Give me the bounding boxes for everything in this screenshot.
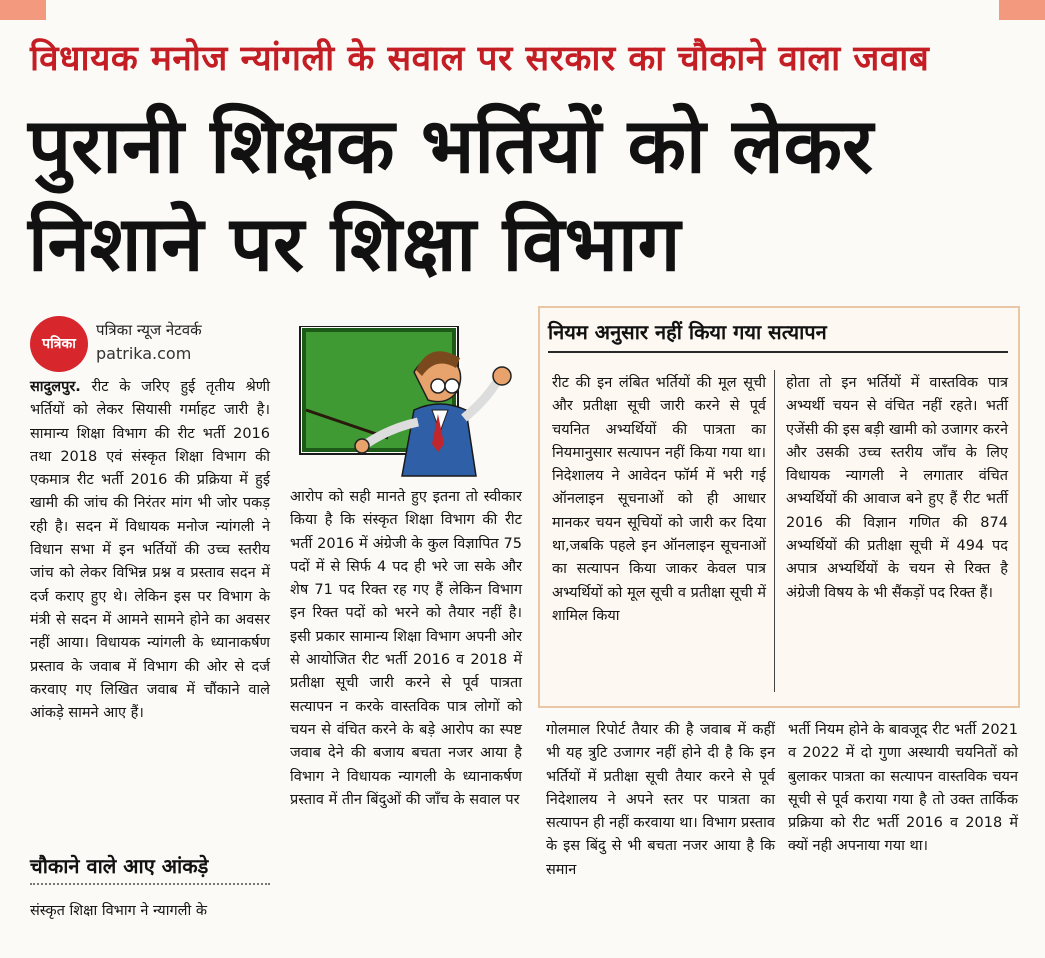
byline-network: पत्रिका न्यूज नेटवर्क [96,321,202,339]
subheading: चौकाने वाले आए आंकड़े [30,852,270,885]
corner-ribbon-left [0,0,46,20]
sidebar-box-column-1: रीट की इन लंबित भर्तियों की मूल सूची और प्रतीक्षा सूची जारी करने से पूर्व चयनित अभ्यर्थियों की पात्रता का नियमानुसार सत्यापन नहीं किया गया था। निदेशालय ने आवेदन फॉर्म में भरी गई ऑनलाइन सूचनाओं को ही आधार मानकर चयन सूचियों को जारी कर दिया था,जबकि पहले इन ऑनलाइन सूचनाओं का सत्यापन किया जाकर केवल पात्र अभ्यर्थियों को मूल सूची व प्रतीक्षा सूची में शामिल किया [552,375,766,624]
article-column-3: गोलमाल रिपोर्ट तैयार की है जवाब में कहीं भी यह त्रुटि उजागर नहीं होने दी है कि इन भर्तियों में प्रतीक्षा सूची तैयार करने से पूर्व निदेशालय ने अपने स्तर पर पात्रता का सत्यापन ही नहीं करवाया था। विभाग प्रस्ताव के इस बिंदु से भी बचता नजर आया है कि समान [546,722,775,878]
article-column-1-text: रीट के जरिए हुई तृतीय श्रेणी भर्तियों को लेकर सियासी गर्माहट जारी है। सामान्य शिक्षा विभाग की रीट भर्ती 2016 तथा 2018 एवं संस्कृत शिक्षा विभाग की एकमात्र रीट भर्ती 2016 की प्रक्रिया में हुई खामी की जांच की निरंतर मांग भी जोर पकड़ रही है। सदन में विधायक मनोज न्यांगली ने विधान सभा में इन भर्तियों की उच्च स्तरीय जांच को लेकर विभिन्न प्रश्न व प्रस्ताव सदन में दर्ज कराए हुए थे। लेकिन इस पर विभाग के मंत्री से सदन में आमने सामने होने का अवसर नहीं आया। विधायक न्यांगली के ध्यानाकर्षण प्रस्ताव के जवाब में विभाग की ओर से दर्ज करवाए गए लिखित जवाब में चौंकाने वाले आंकड़े सामने आए हैं। [30,379,270,722]
corner-ribbon-right [999,0,1045,20]
patrika-logo: पत्रिका [30,316,88,372]
byline [30,316,280,372]
dateline: सादुलपुर. [30,379,81,395]
sidebar-box-column-2: होता तो इन भर्तियों में वास्तविक पात्र अभ्यर्थी चयन से वंचित नहीं रहते। भर्ती एजेंसी की इस बड़ी खामी को उजागर करने और उसकी उच्च स्तरीय जाँच के लिए विधायक न्यागली ने लगातार वंचित अभ्यर्थियों की आवाज बने हुए हैं रीट भर्ती 2016 की विज्ञान गणित की 874 अभ्यर्थियों की प्रतीक्षा सूची में 494 पद अपात्र अभ्यर्थियों के चयन से रिक्त है अंग्रेजी विषय के भी सैंकड़ों पद रिक्त हैं। [786,375,1008,601]
article-column-1-continued: संस्कृत शिक्षा विभाग ने न्यागली के [30,903,207,919]
byline-site: patrika.com [96,344,192,363]
sidebar-box-title: नियम अनुसार नहीं किया गया सत्यापन [548,318,1008,353]
teacher-chalkboard-illustration [296,326,520,480]
article-column-4: भर्ती नियम होने के बावजूद रीट भर्ती 2021 व 2022 में दो गुणा अस्थायी चयनितों को बुलाकर पात्रता का सत्यापन वास्तविक चयन सूची से पूर्व कराया गया है तो उक्त तार्किक प्रक्रिया को रीट भर्ती 2016 व 2018 में क्यों नही अपनाया गया था। [788,722,1018,855]
main-headline-line1: पुरानी शिक्षक भर्तियों को लेकर [28,101,874,190]
article-column-1 [30,376,270,725]
sidebar-box-divider [774,370,775,692]
main-headline-line2: निशाने पर शिक्षा विभाग [28,199,681,288]
article-column-2: आरोप को सही मानते हुए इतना तो स्वीकार किया है कि संस्कृत शिक्षा विभाग की रीट भर्ती 2016 में अंग्रेजी के कुल विज्ञापित 75 पदों में से सिर्फ 4 पद ही भरे जा सके और शेष 71 पद रिक्त रह गए हैं लेकिन विभाग इन रिक्त पदों को भरने को तैयार नहीं है। इसी प्रकार सामान्य शिक्षा विभाग अपनी ओर से आयोजित रीट भर्ती 2016 व 2018 में प्रतीक्षा सूची जारी करने से पूर्व पात्रता सत्यापन न करके वास्तविक पात्र लोगों को चयन से वंचित करने के बड़े आरोप का स्पष्ट जवाब देने की बजाय बचता नजर आया है विभाग ने विधायक न्यागली के ध्यानाकर्षण प्रस्ताव में तीन बिंदुओं की जाँच के सवाल पर [290,489,522,808]
kicker-headline: विधायक मनोज न्यांगली के सवाल पर सरकार का चौकाने वाला जवाब [30,39,930,79]
